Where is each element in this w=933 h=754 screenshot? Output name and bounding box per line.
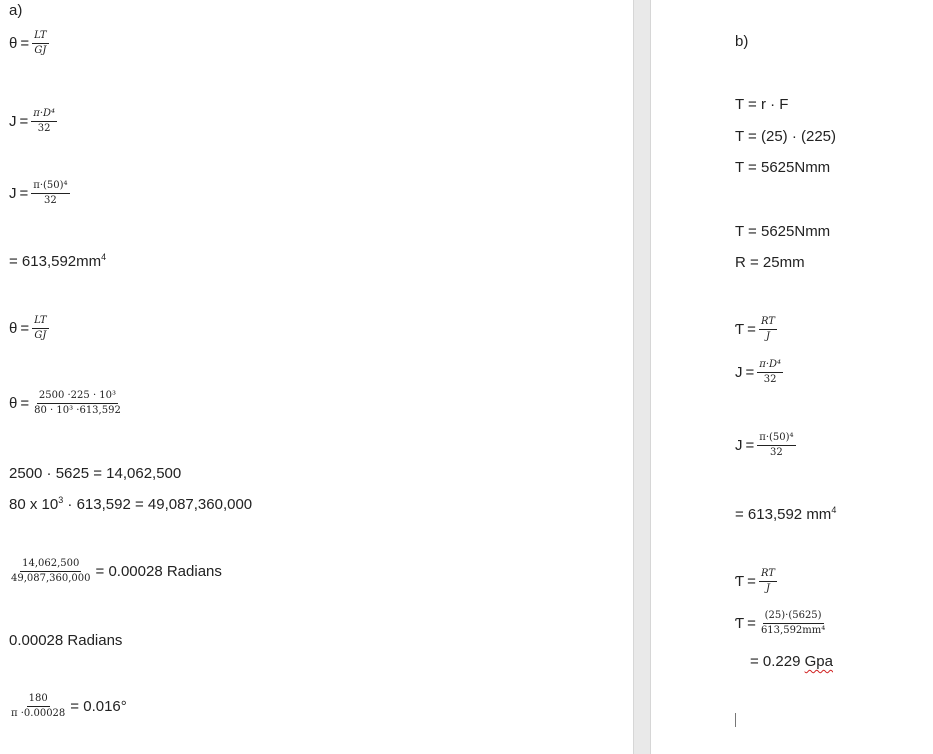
- numerator: RT: [759, 568, 777, 582]
- equals-sign: =: [19, 113, 29, 130]
- equals-sign: =: [745, 437, 755, 454]
- fraction: [757, 359, 783, 386]
- equals-sign: =: [747, 615, 756, 632]
- fraction: [759, 568, 777, 595]
- j-equation-2: [9, 180, 70, 207]
- tau-equation-2: [735, 568, 777, 595]
- numerator: RT: [759, 316, 777, 330]
- fraction: [757, 432, 795, 459]
- product-line-2-exponent: 3: [58, 495, 64, 505]
- torque-result-line: T = 5625Nmm: [735, 159, 831, 176]
- j-symbol: J: [9, 185, 17, 202]
- fraction: [759, 316, 777, 343]
- fraction: [31, 180, 69, 207]
- numerator: π·(50)⁴: [757, 432, 795, 446]
- numerator: π·D⁴: [757, 359, 783, 373]
- theta-equation-2: [9, 315, 49, 342]
- theta-equation-1: [9, 30, 49, 57]
- j-symbol: J: [735, 437, 743, 454]
- numerator: π·D⁴: [31, 108, 57, 122]
- tau-equation-1: [735, 316, 777, 343]
- j-equation-1: [9, 108, 57, 135]
- tau-symbol: Ƭ: [735, 573, 745, 590]
- fraction: [32, 390, 123, 417]
- part-b-label: b): [735, 33, 749, 50]
- theta-symbol: θ: [9, 320, 18, 337]
- j-equation-4: [735, 432, 796, 459]
- denominator: 613,592mm⁴: [760, 625, 826, 636]
- j-value-text: = 613,592mm: [9, 253, 102, 270]
- final-stress-unit: Gpa: [804, 653, 833, 670]
- denominator: 32: [763, 374, 777, 385]
- j-value-exponent-right: 4: [831, 505, 837, 515]
- fraction: [9, 558, 93, 585]
- j-equation-3: [735, 359, 783, 386]
- denominator: π ·0.00028: [11, 708, 66, 719]
- denominator: J: [765, 331, 770, 342]
- equals-sign: =: [747, 321, 756, 338]
- numerator: (25)·(5625): [763, 610, 824, 624]
- product-line-2-part-b: · 613,592 = 49,087,360,000: [63, 496, 253, 513]
- fraction: [759, 610, 827, 637]
- equals-sign: =: [20, 395, 30, 412]
- j-symbol: J: [735, 364, 743, 381]
- division-result: = 0.00028 Radians: [95, 563, 222, 580]
- j-value-text-right: = 613,592 mm: [735, 506, 832, 523]
- equals-sign: =: [747, 573, 756, 590]
- equals-sign: =: [20, 35, 30, 52]
- text-cursor: [735, 713, 736, 727]
- theta-equation-3: [9, 390, 123, 417]
- equals-sign: =: [20, 320, 30, 337]
- product-line-2-part-a: 80 x 10: [9, 496, 59, 513]
- product-line-1: 2500 · 5625 = 14,062,500: [9, 465, 182, 482]
- denominator: 80 · 10³ ·613,592: [34, 405, 121, 416]
- denominator: GJ: [34, 45, 47, 56]
- tau-symbol: Ƭ: [735, 321, 745, 338]
- denominator: J: [765, 583, 770, 594]
- theta-symbol: θ: [9, 35, 18, 52]
- degrees-result: = 0.016°: [70, 698, 127, 715]
- fraction: [9, 693, 67, 720]
- radius-given-line: R = 25mm: [735, 254, 805, 271]
- denominator: 49,087,360,000: [11, 573, 91, 584]
- j-value-line: [9, 253, 106, 271]
- numerator: 14,062,500: [20, 558, 81, 572]
- radians-line: 0.00028 Radians: [9, 632, 123, 649]
- page-right: [651, 0, 933, 754]
- j-value-line-right: [735, 506, 836, 524]
- denominator: 32: [770, 447, 783, 458]
- denominator: 32: [37, 123, 51, 134]
- numerator: 2500 ·225 · 10³: [37, 390, 118, 404]
- denominator: 32: [44, 195, 57, 206]
- numerator: LT: [32, 315, 49, 329]
- part-a-label: a): [9, 2, 23, 19]
- final-stress-line: [750, 653, 833, 671]
- final-stress-value: = 0.229: [750, 653, 805, 670]
- tau-symbol: Ƭ: [735, 615, 745, 632]
- page-gutter: [633, 0, 651, 754]
- theta-symbol: θ: [9, 395, 18, 412]
- torque-formula-line: T = r · F: [735, 96, 789, 113]
- torque-given-line: T = 5625Nmm: [735, 223, 831, 240]
- equals-sign: =: [745, 364, 755, 381]
- division-equation: [9, 558, 222, 585]
- fraction: [31, 108, 57, 135]
- product-line-2: [9, 496, 252, 514]
- j-symbol: J: [9, 113, 17, 130]
- numerator: 180: [27, 693, 50, 707]
- torque-substitution-line: T = (25) · (225): [735, 128, 837, 145]
- equals-sign: =: [19, 185, 29, 202]
- fraction: [32, 315, 49, 342]
- numerator: LT: [32, 30, 49, 44]
- numerator: π·(50)⁴: [31, 180, 69, 194]
- j-value-exponent: 4: [101, 252, 107, 262]
- denominator: GJ: [34, 330, 47, 341]
- fraction: [32, 30, 49, 57]
- degrees-equation: [9, 693, 127, 720]
- tau-equation-3: [735, 610, 827, 637]
